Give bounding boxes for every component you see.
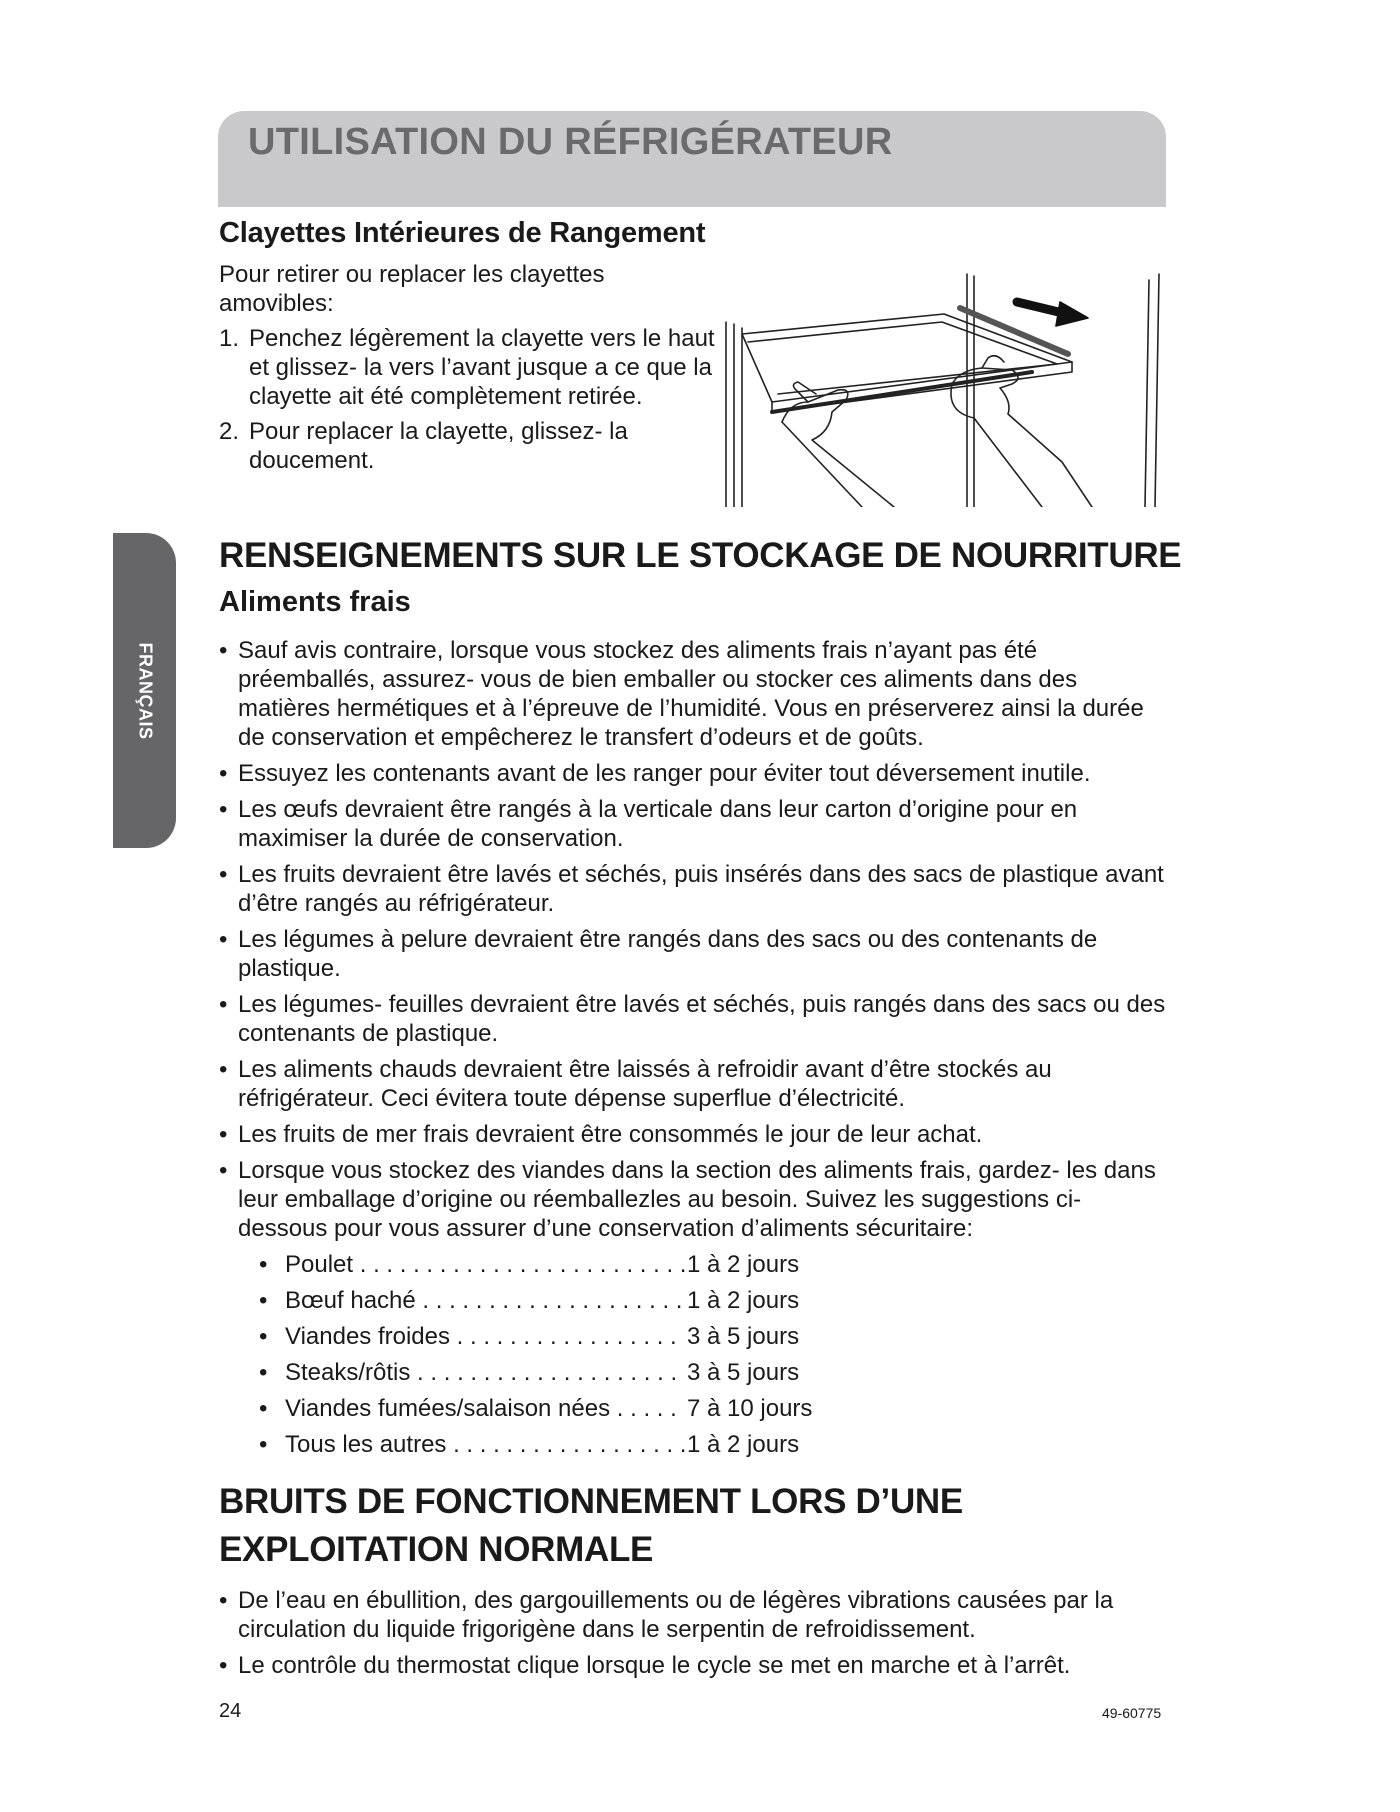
meat-row — [259, 1286, 1169, 1322]
shelves-intro: Pour retirer ou replacer les clayettes amovibles: — [219, 261, 605, 317]
noise-heading-line1: BRUITS DE FONCTIONNEMENT LORS D’UNE — [219, 1482, 963, 1521]
storage-heading: RENSEIGNEMENTS SUR LE STOCKAGE DE NOURRITURE — [219, 536, 1182, 575]
meat-label: Viandes fumées/salaison nées . . . — [285, 1394, 685, 1423]
list-item: • De l’eau en ébullition, des gargouillements ou de légères vibrations causées par la circulation du liquide frigorigène dans le serpentin de refroidissement. — [219, 1586, 1169, 1644]
meat-label: Tous les autres . . . — [285, 1430, 685, 1459]
storage-bullet-list — [219, 636, 1169, 1466]
step-number: 1. — [219, 325, 240, 352]
list-item: • Les fruits devraient être lavés et séchés, puis insérés dans des sacs de plastique avant d’être rangés au réfrigérateur. — [219, 860, 1169, 918]
bullet-dot: • — [259, 1251, 268, 1278]
page-number: 24 — [219, 1700, 242, 1722]
meat-label: Bœuf haché . . . — [285, 1286, 685, 1315]
list-item: • Les œufs devraient être rangés à la verticale dans leur carton d’origine pour en maximiser la durée de conservation. — [219, 795, 1169, 853]
meat-duration: 1 à 2 jours — [687, 1287, 800, 1314]
bullet-dot: • — [259, 1395, 268, 1422]
noise-heading — [219, 1478, 963, 1574]
meat-row — [259, 1322, 1169, 1358]
fresh-food-subheading: Aliments frais — [219, 586, 411, 618]
meat-row — [259, 1358, 1169, 1394]
bullet-dot: • — [259, 1431, 268, 1458]
noise-bullet-list — [219, 1586, 1169, 1687]
shelves-instructions — [219, 260, 719, 481]
list-item: • Les légumes à pelure devraient être rangés dans des sacs ou des contenants de plastique. — [219, 925, 1169, 983]
list-item: • Essuyez les contenants avant de les ranger pour éviter tout déversement inutile. — [219, 759, 1169, 788]
list-item: • Sauf avis contraire, lorsque vous stockez des aliments frais n’ayant pas été préemballés, assurez- vous de bien emballer ou stocker ces aliments dans des matières hermétiques et à l’épreuve de l’humidité. Vous en préserverez ainsi la durée de conservation et empêcherez le transfert d’odeurs et de goûts. — [219, 636, 1169, 752]
step-text: Pour replacer la clayette, glissez- la doucement. — [249, 418, 628, 474]
header-band — [218, 111, 1166, 207]
meat-label: Viandes froides . . . — [285, 1322, 685, 1351]
meat-duration: 3 à 5 jours — [687, 1359, 800, 1386]
bullet-dot: • — [259, 1287, 268, 1314]
list-item: • Le contrôle du thermostat clique lorsque le cycle se met en marche et à l’arrêt. — [219, 1651, 1169, 1680]
meat-duration: 3 à 5 jours — [687, 1323, 800, 1350]
noise-heading-line2: EXPLOITATION NORMALE — [219, 1530, 654, 1569]
meat-duration: 1 à 2 jours — [687, 1251, 800, 1278]
list-item: • Les légumes- feuilles devraient être lavés et séchés, puis rangés dans des sacs ou des contenants de plastique. — [219, 990, 1169, 1048]
shelf-removal-illustration — [712, 262, 1162, 507]
bullet-dot: • — [259, 1323, 268, 1350]
shelves-heading: Clayettes Intérieures de Rangement — [219, 217, 706, 249]
step-number: 2. — [219, 418, 240, 445]
meat-row — [259, 1394, 1169, 1430]
meat-duration: 1 à 2 jours — [687, 1431, 800, 1458]
list-item: • Lorsque vous stockez des viandes dans la section des aliments frais, gardez- les dans leur emballage d’origine ou réemballezles au besoin. Suivez les suggestions ci- dessous pour vous assurer d’une conservation d’aliments sécuritaire: — [219, 1156, 1169, 1243]
meat-storage-table — [219, 1250, 1169, 1466]
meat-duration: 7 à 10 jours — [687, 1395, 813, 1422]
step-text: Penchez légèrement la clayette vers le haut et glissez- la vers l’avant jusque a ce que la clayette ait été complètement retirée. — [249, 325, 715, 410]
document-code: 49-60775 — [1102, 1705, 1162, 1721]
meat-row — [259, 1250, 1169, 1286]
bullet-dot: • — [259, 1359, 268, 1386]
shelf-step — [219, 324, 719, 411]
meat-row — [259, 1430, 1169, 1466]
page-title: UTILISATION DU RÉFRIGÉRATEUR — [248, 121, 893, 163]
meat-label: Poulet . . . — [285, 1250, 685, 1279]
language-tab — [113, 533, 176, 848]
list-item: • Les fruits de mer frais devraient être consommés le jour de leur achat. — [219, 1120, 1169, 1149]
list-item: • Les aliments chauds devraient être laissés à refroidir avant d’être stockés au réfrigérateur. Ceci évitera toute dépense superflue d’électricité. — [219, 1055, 1169, 1113]
language-tab-label: FRANÇAIS — [135, 642, 155, 739]
meat-label: Steaks/rôtis . . . — [285, 1358, 685, 1387]
shelf-step — [219, 417, 719, 475]
